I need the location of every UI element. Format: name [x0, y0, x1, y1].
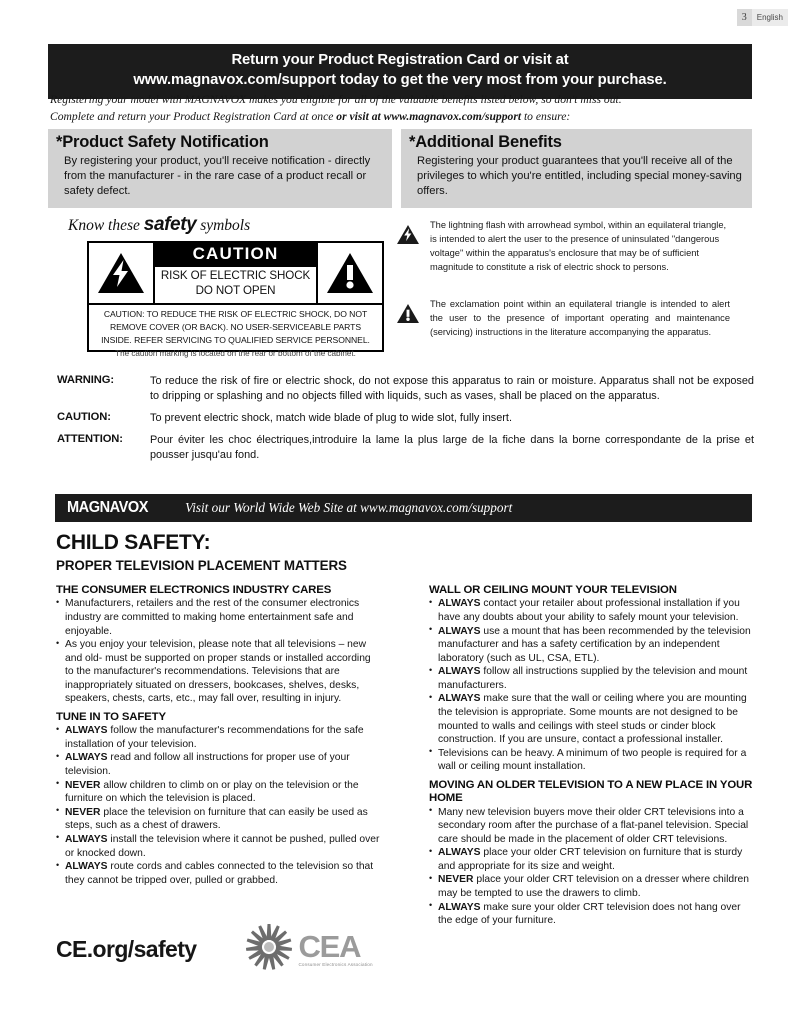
- list-item-text: install the television where it cannot be pushed, pulled over or knocked down.: [65, 833, 380, 859]
- caution-risk-line-1: RISK OF ELECTRIC SHOCK: [160, 268, 311, 282]
- list-item: [56, 724, 382, 751]
- benefit-boxes: [48, 129, 752, 208]
- list-item-text: make sure that the wall or ceiling where you are mounting the television is appropriate. Some mounts are not designed to be mounted to walls and ceilings with steel studs or cinder block construction. If you are unsure, contact a professional installer.: [438, 693, 747, 746]
- list-item-text: read and follow all instructions for proper use of your television.: [65, 752, 350, 778]
- page-bottom-edge: [0, 1032, 800, 1036]
- benefit-box-body: Registering your product guarantees that you'll receive all of the privileges to which you're entitled, including special money-saving offers.: [417, 155, 742, 198]
- caution-top-row: [89, 243, 382, 305]
- list-item-emphasis: NEVER: [65, 779, 101, 791]
- list-item-emphasis: ALWAYS: [438, 666, 481, 678]
- list-item-emphasis: ALWAYS: [438, 847, 481, 859]
- list-item-text: place your older CRT television on a dresser where children may be tempted to use the drawers to climb.: [438, 874, 749, 900]
- cea-starburst-icon: [244, 922, 294, 977]
- list-item-emphasis: ALWAYS: [65, 725, 108, 737]
- list-item-text: follow the manufacturer's recommendations for the safe installation of your television.: [65, 725, 364, 750]
- list-item: [429, 625, 755, 666]
- intro-line-1: Registering your model with MAGNAVOX makes you eligible for all of the valuable benefits listed below, so don't miss out.: [50, 93, 622, 106]
- heading-pre: Know these: [68, 217, 144, 234]
- warning-text: To reduce the risk of fire or electric shock, do not expose this apparatus to rain or moisture. Apparatus shall not be exposed to dripping or splashing and no objects filled with liquids, such as vases, shall be placed on the apparatus.: [150, 375, 754, 402]
- list-item: [429, 873, 755, 900]
- cea-logo: [244, 922, 372, 977]
- list-item: [429, 901, 755, 928]
- benefit-box-title: *Additional Benefits: [409, 133, 562, 151]
- list-item: [56, 860, 382, 887]
- list-item: [429, 806, 755, 847]
- lightning-symbol-explanation: [396, 218, 730, 275]
- list-item-emphasis: NEVER: [65, 806, 101, 818]
- cea-acronym: CEA: [298, 928, 361, 964]
- lightning-bolt-triangle-icon: [89, 243, 155, 303]
- list-item-text: route cords and cables connected to the television so that they cannot be tripped over, pulled or grabbed.: [65, 861, 374, 886]
- child-safety-group-list: [56, 724, 382, 887]
- list-item-emphasis: ALWAYS: [438, 693, 481, 705]
- list-item-emphasis: ALWAYS: [65, 752, 108, 764]
- list-item: [56, 833, 382, 860]
- list-item-text: use a mount that has been recommended by the television manufacturer and has a safety certification by an independent laboratory (such as UL, CSA, ETL).: [438, 625, 751, 664]
- heading-emphasis: safety: [143, 214, 197, 235]
- child-safety-group-list: [56, 597, 382, 706]
- list-item: [429, 846, 755, 873]
- list-item: [429, 747, 755, 774]
- list-item-emphasis: ALWAYS: [65, 833, 108, 845]
- caution-risk-line-2: DO NOT OPEN: [195, 284, 276, 298]
- magnavox-web-tagline: Visit our World Wide Web Site at www.magnavox.com/support: [185, 500, 513, 515]
- list-item-emphasis: ALWAYS: [65, 861, 108, 873]
- list-item: [56, 806, 382, 833]
- lightning-explanation-text: The lightning flash with arrowhead symbol, within an equilateral triangle, is intended to alert the user to the presence of uninsulated "dangerous voltage" within the apparatus's enclosure that may be of sufficient magnitude to constitute a risk of electric shock to persons.: [430, 220, 727, 273]
- list-item: [429, 665, 755, 692]
- intro-line-2-emphasis: or visit at www.magnavox.com/support: [336, 110, 522, 124]
- list-item-text: As you enjoy your television, please note that all televisions – new and old- must be supported on proper stands or installed according to the manufacturer's recommendations. Televisions that are inappropriately situated on dressers, bookcases, shelves, desks, speakers, chests, carts, etc., may fall over, resulting in injury.: [65, 639, 371, 705]
- child-safety-subtitle: PROPER TELEVISION PLACEMENT MATTERS: [56, 558, 347, 573]
- intro-line-2-c: to ensure:: [521, 110, 571, 124]
- caution-label-graphic: [87, 241, 384, 352]
- list-item: [56, 638, 382, 706]
- caution-row: [57, 411, 754, 426]
- banner-line-1: Return your Product Registration Card or visit at: [231, 52, 569, 68]
- cea-wordmark: [298, 928, 373, 968]
- intro-line-2-a: Complete and return your Product Registration Card at once: [50, 110, 337, 124]
- child-safety-right-column: [429, 584, 755, 928]
- list-item-text: allow children to climb on or play on the television or the furniture on which the television is placed.: [65, 779, 359, 805]
- list-item: [56, 751, 382, 778]
- heading-post: symbols: [196, 217, 251, 234]
- caution-marking-note: The caution marking is located on the rear or bottom of the cabinet.: [115, 349, 356, 358]
- warning-label: WARNING:: [57, 374, 114, 386]
- list-item-text: follow all instructions supplied by the television and mount manufacturers.: [438, 666, 748, 691]
- child-safety-columns: [56, 584, 756, 928]
- benefit-box-body: By registering your product, you'll receive notification - directly from the manufacturer - in the rare case of a product recall or safety defect.: [64, 155, 371, 198]
- child-safety-group-list: [429, 806, 755, 928]
- caution-body-line-3: INSIDE. REFER SERVICING TO QUALIFIED SERVICE PERSONNEL.: [101, 334, 370, 345]
- caution-label: CAUTION:: [57, 410, 111, 423]
- exclamation-explanation-text: The exclamation point within an equilateral triangle is intended to alert the user to the presence of important operating and maintenance (servicing) instructions in the literature accompanying the apparatus.: [430, 299, 730, 338]
- warning-row: [57, 374, 754, 404]
- benefit-box-additional-benefits: [401, 129, 752, 208]
- ce-org-safety-text: CE.org/safety: [56, 936, 197, 962]
- benefit-box-title: *Product Safety Notification: [56, 133, 269, 151]
- banner-line-2: www.magnavox.com/support today to get the very most from your purchase.: [133, 71, 667, 88]
- caution-word: CAUTION: [155, 243, 316, 267]
- child-safety-group-heading: WALL OR CEILING MOUNT YOUR TELEVISION: [429, 584, 677, 596]
- attention-label: ATTENTION:: [57, 432, 123, 445]
- intro-line-2: [50, 108, 756, 125]
- list-item-text: place the television on furniture that can easily be used as steps, such as a chest of drawers.: [65, 806, 368, 832]
- caution-body-text: [89, 305, 382, 350]
- child-safety-group-heading: THE CONSUMER ELECTRONICS INDUSTRY CARES: [56, 584, 332, 596]
- child-safety-left-column: [56, 584, 382, 928]
- exclamation-triangle-icon: [316, 243, 382, 303]
- list-item-text: make sure your older CRT television does not hang over the edge of your furniture.: [438, 901, 741, 927]
- magnavox-web-strip: [55, 494, 752, 522]
- list-item-text: place your older CRT television on furniture that is sturdy and appropriate for its size and weight.: [438, 847, 743, 872]
- child-safety-group-list: [429, 597, 755, 774]
- exclamation-triangle-icon-small: [396, 297, 420, 339]
- list-item-text: Manufacturers, retailers and the rest of the consumer electronics industry are committed to making home entertainment safe and enjoyable.: [65, 598, 360, 637]
- list-item-text: Many new television buyers move their older CRT televisions into a secondary room after the purchase of a flat-panel television. Special care should be made in the placement of older CRT televisions.: [438, 806, 749, 845]
- attention-text: Pour éviter les choc électriques,introduire la lame la plus large de la fiche dans la borne correspondante de la prise et pousser jusqu'au fond.: [150, 433, 754, 461]
- warning-list: [57, 374, 754, 470]
- exclamation-symbol-explanation: [396, 297, 730, 339]
- page-language: English: [752, 9, 788, 26]
- benefit-box-product-safety: [48, 129, 392, 208]
- list-item: [56, 597, 382, 638]
- cea-full-name: Consumer Electronics Association: [298, 962, 373, 968]
- list-item-text: Televisions can be heavy. A minimum of two people is required for a wall or ceiling mount installation.: [438, 747, 747, 773]
- caution-body-line-2: REMOVE COVER (OR BACK). NO USER-SERVICEABLE PARTS: [109, 321, 362, 332]
- caution-body-line-1: CAUTION: TO REDUCE THE RISK OF ELECTRIC SHOCK, DO NOT: [103, 309, 368, 319]
- list-item: [56, 779, 382, 806]
- list-item-emphasis: ALWAYS: [438, 598, 481, 610]
- list-item-emphasis: ALWAYS: [438, 901, 481, 913]
- registration-intro: [50, 91, 756, 125]
- child-safety-group-heading: TUNE IN TO SAFETY: [56, 710, 166, 723]
- page-number: 3: [737, 9, 752, 26]
- list-item: [429, 597, 755, 624]
- caution-center-cell: [155, 243, 316, 303]
- child-safety-title: CHILD SAFETY:: [56, 531, 211, 554]
- list-item-text: contact your retailer about professional installation if you have any doubts about your ability to safely mount your television.: [438, 598, 740, 623]
- safety-symbols-heading: [68, 214, 250, 236]
- magnavox-logo: MAGNAVOX: [67, 499, 148, 516]
- page-marker: [737, 9, 788, 26]
- list-item-emphasis: ALWAYS: [438, 625, 481, 637]
- list-item: [429, 692, 755, 746]
- caution-text: To prevent electric shock, match wide blade of plug to wide slot, fully insert.: [150, 411, 512, 424]
- lightning-bolt-triangle-icon-small: [396, 218, 420, 275]
- attention-row: [57, 433, 754, 463]
- cea-footer-logo: [56, 922, 373, 977]
- child-safety-group-heading: MOVING AN OLDER TELEVISION TO A NEW PLACE IN YOUR HOME: [429, 778, 753, 805]
- list-item-emphasis: NEVER: [438, 874, 474, 886]
